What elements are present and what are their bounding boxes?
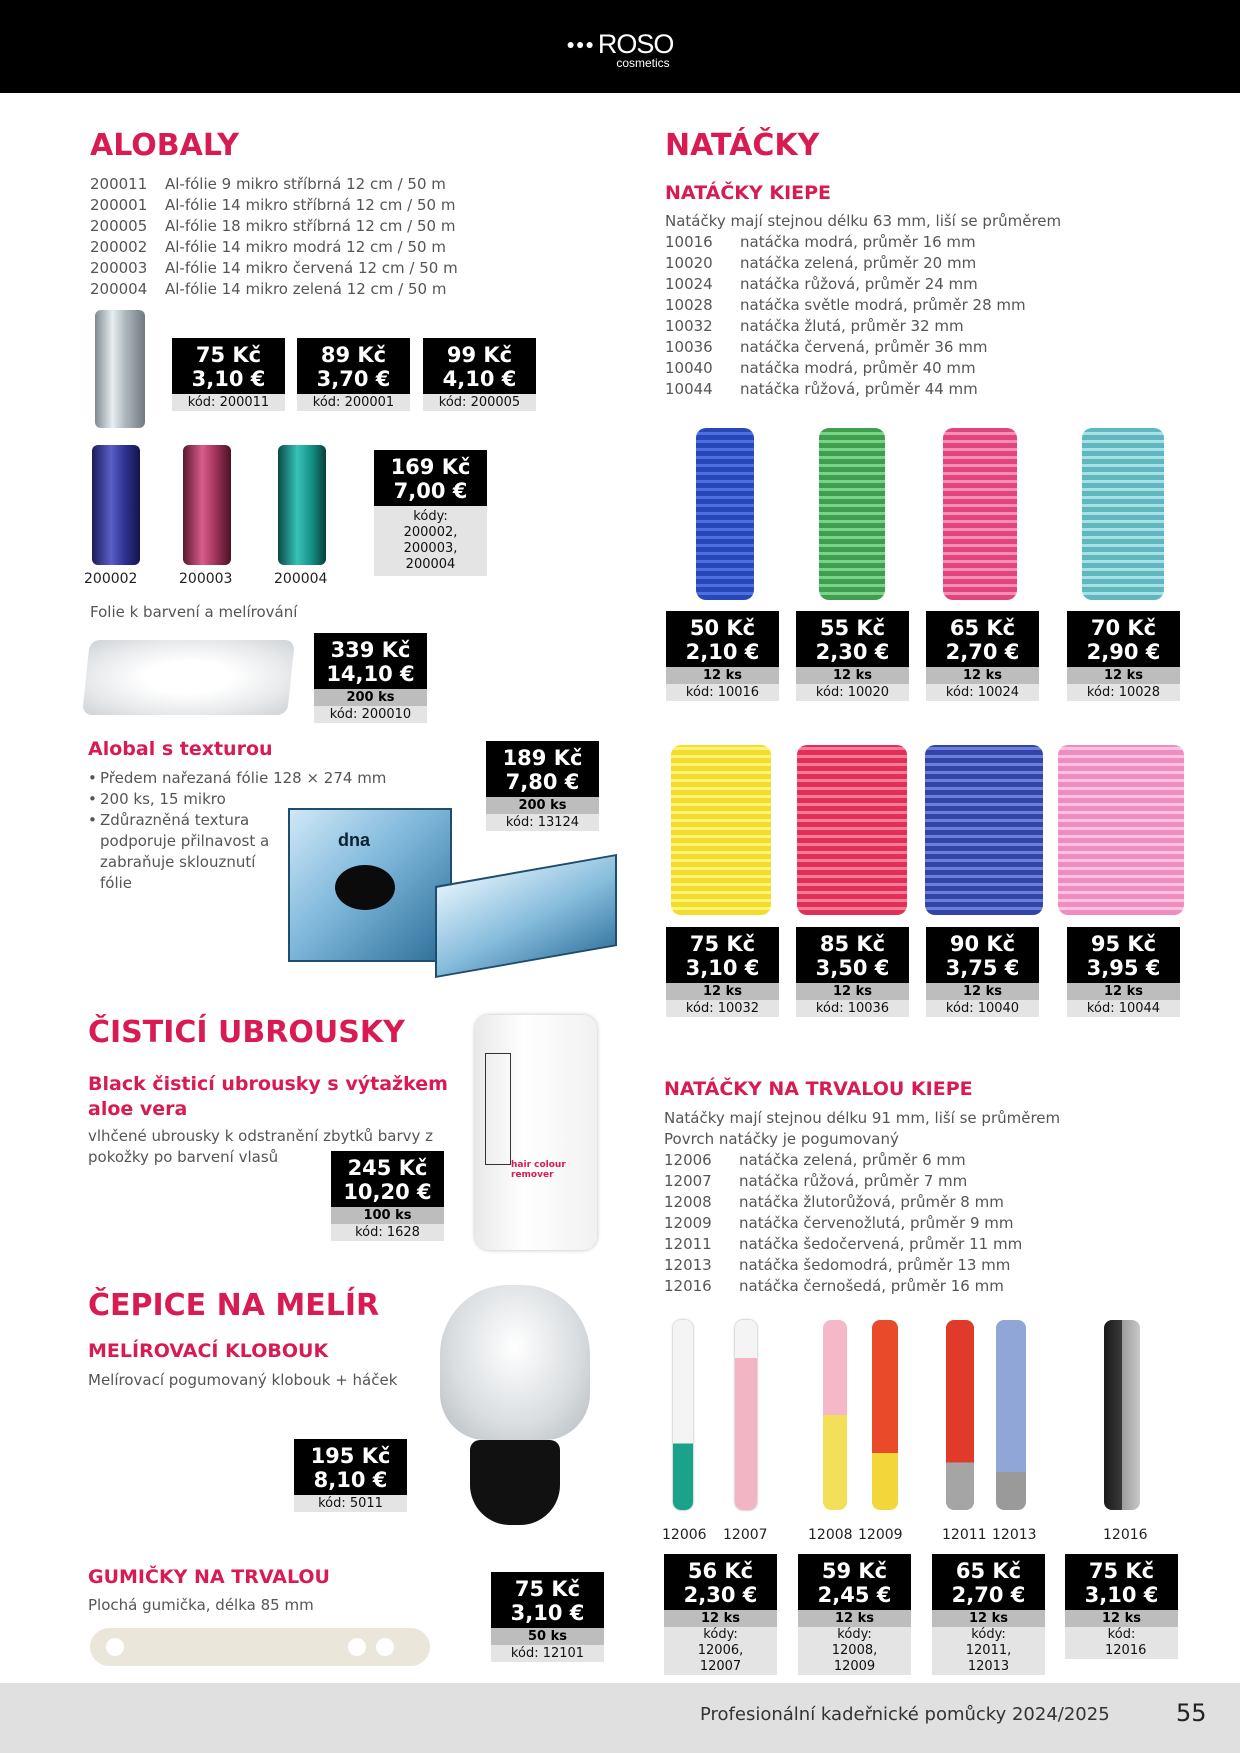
folie-label: Folie k barvení a melírování [90, 603, 298, 621]
foil-roll-silver-image [95, 310, 145, 428]
perm-rod-12016-image [1104, 1320, 1140, 1510]
curler-rose-image [1058, 745, 1184, 915]
kiepe-intro: Natáčky mají stejnou délku 63 mm, liší se průměrem [665, 212, 1062, 230]
section-title-natacky: NATÁČKY [665, 128, 820, 163]
ubrousky-desc: vlhčené ubrousky k odstranění zbytků barvy z pokožky po barvení vlasů [88, 1127, 434, 1166]
price-box: 65 Kč 2,70 € 12 ks kód: 10024 [926, 611, 1039, 701]
brand-logo: ●●● ROSO cosmetics [566, 29, 674, 70]
footer-text: Profesionální kadeřnické pomůcky 2024/2025 [700, 1704, 1110, 1725]
price-box: 75 Kč 3,10 € 50 ks kód: 12101 [491, 1572, 604, 1662]
price-box: 50 Kč 2,10 € 12 ks kód: 10016 [666, 611, 779, 701]
perm-rod-12013-image [996, 1320, 1026, 1510]
alobaly-list: 200011 Al-fólie 9 mikro stříbrná 12 cm / 50 m 200001 Al-fólie 14 mikro stříbrná 12 cm / 50 m 200005 Al-fólie 18 mikro stříbrná 12 cm / 50 m 200002 Al-fólie 14 mikro modrá 12 cm / 50 m 200003 Al-fólie 14 mikro červená 12 cm / 50 m 200004 Al-fólie 14 mikro zelená 12 cm / 50 m [90, 175, 458, 298]
roll-caption: 200003 [179, 571, 233, 587]
price-box: 85 Kč 3,50 € 12 ks kód: 10036 [796, 927, 909, 1017]
cap-stand-image [470, 1440, 560, 1525]
price-box: 90 Kč 3,75 € 12 ks kód: 10040 [926, 927, 1039, 1017]
price-box: 195 Kč 8,10 € kód: 5011 [294, 1439, 407, 1512]
curler-lightblue-image [1082, 428, 1164, 600]
price-box: 169 Kč 7,00 € kódy: 200002, 200003, 200004 [374, 450, 487, 576]
wipes-jar-image: hair colour remover [475, 1015, 597, 1250]
curler-darkblue-image [925, 745, 1043, 915]
price-box: 75 Kč 3,10 € 12 ks kód: 12016 [1065, 1554, 1178, 1659]
cepice-subtitle: MELÍROVACÍ KLOBOUK [88, 1340, 329, 1362]
perm-rod-12008-image [823, 1320, 847, 1510]
price-box: 65 Kč 2,70 € 12 ks kódy: 12011, 12013 [932, 1554, 1045, 1675]
texture-box-image: dna [288, 808, 452, 962]
section-title-ubrousky: ČISTICÍ UBROUSKY [88, 1015, 405, 1050]
roll-caption: 200002 [84, 571, 138, 587]
price-box: 75 Kč 3,10 € kód: 200011 [172, 338, 285, 411]
rod-caption: 12013 [992, 1527, 1037, 1543]
curler-blue-image [696, 428, 754, 600]
foil-pack-image [82, 640, 295, 715]
rod-caption: 12011 [942, 1527, 987, 1543]
trvala-list: 12006 natáčka zelená, průměr 6 mm 12007 natáčka růžová, průměr 7 mm 12008 natáčka žlutorůžová, průměr 8 mm 12009 natáčka červenožlutá, průměr 9 mm 12011 natáčka šedočervená, průměr 11 mm 12013 natáčka šedomodrá, průměr 13 mm 12016 natáčka černošedá, průměr 16 mm [664, 1151, 1023, 1295]
price-box: 339 Kč 14,10 € 200 ks kód: 200010 [314, 633, 427, 723]
section-title-alobaly: ALOBALY [90, 128, 240, 163]
price-box: 89 Kč 3,70 € kód: 200001 [297, 338, 410, 411]
highlight-cap-image [440, 1285, 590, 1440]
curler-green-image [819, 428, 885, 600]
texture-box-open-image [435, 854, 617, 978]
price-box: 70 Kč 2,90 € 12 ks kód: 10028 [1067, 611, 1180, 701]
price-box: 245 Kč 10,20 € 100 ks kód: 1628 [331, 1151, 444, 1241]
rubber-band-image [90, 1628, 430, 1666]
rod-caption: 12007 [723, 1527, 768, 1543]
price-box: 95 Kč 3,95 € 12 ks kód: 10044 [1067, 927, 1180, 1017]
price-box: 189 Kč 7,80 € 200 ks kód: 13124 [486, 741, 599, 831]
curler-red-image [797, 745, 907, 915]
roll-caption: 200004 [274, 571, 328, 587]
perm-rod-12011-image [946, 1320, 974, 1510]
texture-bullets: • Předem nařezaná fólie 128 × 274 mm • 200 ks, 15 mikro • Zdůrazněná textura podporuje přilnavost a zabraňuje sklouznutí fólie [88, 768, 288, 894]
price-box: 59 Kč 2,45 € 12 ks kódy: 12008, 12009 [798, 1554, 911, 1675]
gumicky-title: GUMIČKY NA TRVALOU [88, 1566, 330, 1588]
trvala-title: NATÁČKY NA TRVALOU KIEPE [664, 1078, 973, 1100]
cepice-desc: Melírovací pogumovaný klobouk + háček [88, 1371, 398, 1389]
curler-yellow-image [671, 745, 771, 915]
curler-pink-image [943, 428, 1017, 600]
foil-roll-red-image [183, 445, 231, 565]
section-title-cepice: ČEPICE NA MELÍR [88, 1288, 380, 1323]
trvala-intro: Natáčky mají stejnou délku 91 mm, liší se průměrem Povrch natáčky je pogumovaný [664, 1109, 1061, 1148]
price-box: 55 Kč 2,30 € 12 ks kód: 10020 [796, 611, 909, 701]
rod-caption: 12009 [858, 1527, 903, 1543]
texture-title: Alobal s texturou [88, 738, 273, 760]
perm-rod-12006-image [673, 1320, 693, 1510]
price-box: 75 Kč 3,10 € 12 ks kód: 10032 [666, 927, 779, 1017]
kiepe-list: 10016 natáčka modrá, průměr 16 mm 10020 natáčka zelená, průměr 20 mm 10024 natáčka růžová, průměr 24 mm 10028 natáčka světle modrá, průměr 28 mm 10032 natáčka žlutá, průměr 32 mm 10036 natáčka červená, průměr 36 mm 10040 natáčka modrá, průměr 40 mm 10044 natáčka růžová, průměr 44 mm [665, 233, 1026, 398]
foil-roll-blue-image [92, 445, 140, 565]
ubrousky-subtitle: Black čisticí ubrousky s výtažkem aloe vera [88, 1073, 448, 1120]
foil-roll-green-image [278, 445, 326, 565]
rod-caption: 12008 [808, 1527, 853, 1543]
gumicky-desc: Plochá gumička, délka 85 mm [88, 1596, 314, 1614]
perm-rod-12007-image [735, 1320, 757, 1510]
perm-rod-12009-image [872, 1320, 898, 1510]
price-box: 56 Kč 2,30 € 12 ks kódy: 12006, 12007 [664, 1554, 777, 1675]
price-box: 99 Kč 4,10 € kód: 200005 [423, 338, 536, 411]
kiepe-title: NATÁČKY KIEPE [665, 182, 832, 204]
rod-caption: 12006 [662, 1527, 707, 1543]
rod-caption: 12016 [1103, 1527, 1148, 1543]
page-number: 55 [1176, 1699, 1207, 1727]
